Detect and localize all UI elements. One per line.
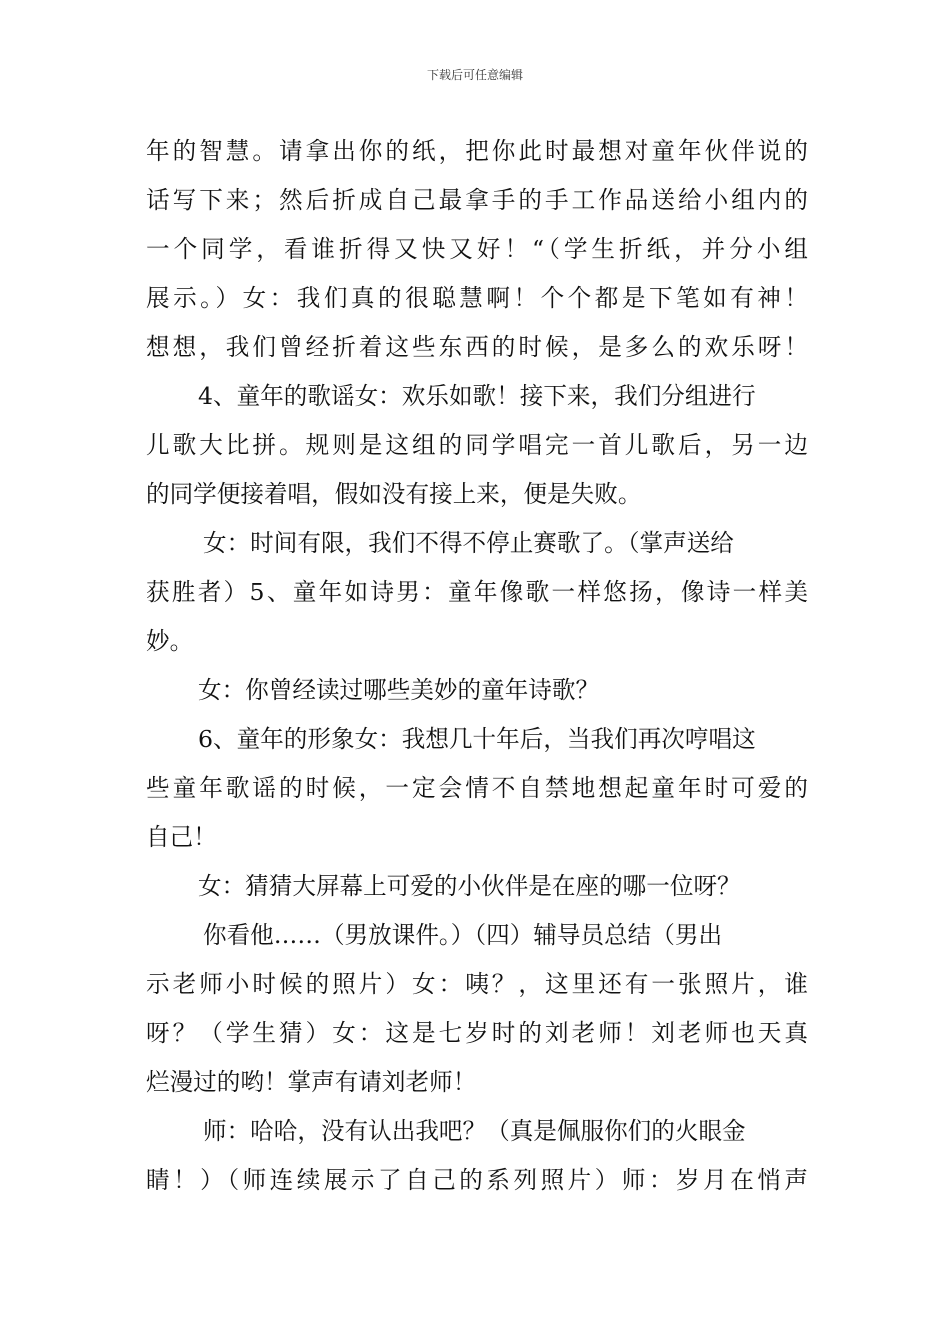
text-line: 话写下来；然后折成自己最拿手的手工作品送给小组内的 bbox=[146, 186, 808, 214]
text-line: 6、童年的形象女：我想几十年后，当我们再次哼唱这 bbox=[198, 725, 756, 753]
text-line: 自己！ bbox=[146, 823, 217, 851]
text-line: 女：猜猜大屏幕上可爱的小伙伴是在座的哪一位呀？ bbox=[198, 872, 741, 900]
text-line: 妙。 bbox=[146, 627, 194, 655]
text-line: 睛！）（师连续展示了自己的系列照片）师：岁月在悄声 bbox=[146, 1166, 808, 1194]
text-line: 女：时间有限，我们不得不停止赛歌了。（掌声送给 bbox=[203, 529, 734, 557]
text-line: 些童年歌谣的时候，一定会情不自禁地想起童年时可爱的 bbox=[146, 774, 808, 802]
text-line: 展示。）女：我们真的很聪慧啊！个个都是下笔如有神！ bbox=[146, 284, 808, 312]
page-header-note: 下载后可任意编辑 bbox=[426, 68, 523, 82]
text-line: 一个同学，看谁折得又快又好！“（学生折纸，并分小组 bbox=[146, 235, 808, 263]
text-line: 获胜者）5、童年如诗男：童年像歌一样悠扬，像诗一样美 bbox=[146, 578, 808, 606]
text-line: 年的智慧。请拿出你的纸，把你此时最想对童年伙伴说的 bbox=[146, 137, 808, 165]
text-line: 师：哈哈，没有认出我吧？（真是佩服你们的火眼金 bbox=[203, 1117, 746, 1145]
text-line: 儿歌大比拼。规则是这组的同学唱完一首儿歌后，另一边 bbox=[146, 431, 808, 459]
text-line: 烂漫过的哟！掌声有请刘老师！ bbox=[146, 1068, 477, 1096]
text-line: 想想，我们曾经折着这些东西的时候，是多么的欢乐呀！ bbox=[146, 333, 808, 361]
text-line: 女：你曾经读过哪些美妙的童年诗歌？ bbox=[198, 676, 600, 704]
document-body bbox=[146, 127, 808, 1205]
text-line: 示老师小时候的照片）女：咦？，这里还有一张照片，谁 bbox=[146, 970, 808, 998]
text-line: 4、童年的歌谣女：欢乐如歌！接下来，我们分组进行 bbox=[198, 382, 756, 410]
text-line: 的同学便接着唱，假如没有接上来，便是失败。 bbox=[146, 480, 642, 508]
text-line: 你看他……（男放课件。）（四）辅导员总结（男出 bbox=[203, 921, 723, 949]
text-line: 呀？（学生猜）女：这是七岁时的刘老师！刘老师也天真 bbox=[146, 1019, 808, 1047]
